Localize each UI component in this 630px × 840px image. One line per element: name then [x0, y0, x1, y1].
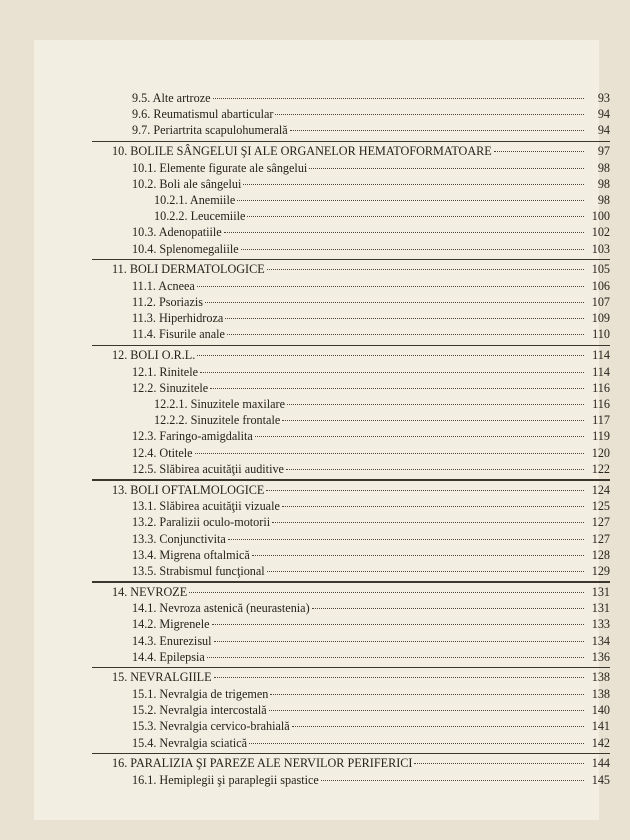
toc-chapter-entry — [112, 143, 610, 160]
toc-entry — [112, 241, 610, 257]
toc-page-number: 103 — [591, 241, 610, 256]
toc-chapter-entry — [112, 482, 610, 499]
dot-leader — [189, 592, 584, 593]
dot-leader — [197, 355, 584, 356]
toc-entry-label: 14.2. Migrenele — [132, 617, 210, 632]
dot-leader — [286, 469, 584, 470]
toc-entry — [112, 90, 610, 106]
toc-entry — [112, 294, 610, 310]
dot-leader — [195, 453, 584, 454]
toc-entry-label: 14.3. Enurezisul — [132, 633, 212, 648]
toc-page-number: 128 — [591, 547, 610, 562]
toc-entry — [112, 461, 610, 477]
toc-entry — [112, 106, 610, 122]
dot-leader — [227, 334, 584, 335]
toc-entry — [112, 445, 610, 461]
toc-entry — [112, 380, 610, 396]
dot-leader — [267, 269, 584, 270]
dot-leader — [205, 302, 584, 303]
toc-page-number: 122 — [591, 461, 610, 476]
dot-leader — [270, 694, 584, 695]
dot-leader — [414, 763, 584, 764]
dot-leader — [309, 168, 584, 169]
dot-leader — [228, 539, 584, 540]
toc-page-number: 131 — [591, 601, 610, 616]
toc-entry — [112, 176, 610, 192]
toc-page-number: 134 — [591, 633, 610, 648]
toc-entry-label: 14.1. Nevroza astenică (neurastenia) — [132, 601, 310, 616]
toc-page-number: 114 — [592, 348, 610, 363]
toc-entry-label: 16. PARALIZIA ŞI PAREZE ALE NERVILOR PERIFERICI — [112, 756, 413, 771]
toc-page-number: 98 — [597, 176, 610, 191]
toc-entry — [112, 563, 610, 579]
toc-entry-label: 15.4. Nevralgia sciatică — [132, 735, 248, 750]
toc-entry-label: 14.4. Epilepsia — [132, 649, 205, 664]
toc-entry-label: 13.3. Conjunctivita — [132, 531, 226, 546]
dot-leader — [224, 232, 584, 233]
toc-page-number: 138 — [591, 687, 610, 701]
toc-page-number: 109 — [591, 311, 610, 326]
toc-entry — [112, 412, 610, 428]
toc-page-number: 127 — [591, 515, 610, 530]
toc-chapter-entry — [112, 584, 610, 601]
chapter-divider — [92, 259, 610, 261]
toc-page-number: 98 — [597, 193, 610, 208]
dot-leader — [200, 372, 584, 373]
toc-entry-label: 9.5. Alte artroze — [132, 91, 211, 105]
toc-page-number: 116 — [592, 380, 610, 395]
toc-entry-label: 12. BOLI O.R.L. — [112, 348, 196, 363]
toc-entry-label: 10.1. Elemente figurate ale sângelui — [132, 160, 308, 175]
toc-entry — [112, 192, 610, 208]
toc-entry-label: 11. BOLI DERMATOLOGICE — [112, 262, 265, 277]
toc-entry — [112, 160, 610, 176]
toc-page-number: 100 — [591, 209, 610, 224]
toc-chapter-entry — [112, 347, 610, 364]
toc-entry-label: 10.2. Boli ale sângelui — [132, 176, 242, 191]
toc-chapter-entry — [112, 755, 610, 772]
toc-page-number: 94 — [597, 107, 610, 122]
toc-entry — [112, 122, 610, 138]
toc-page-number: 116 — [592, 397, 610, 412]
toc-entry-label: 11.4. Fisurile anale — [132, 327, 225, 342]
toc-entry — [112, 364, 610, 380]
toc-page-number: 144 — [591, 756, 610, 771]
toc-entry-label: 10.4. Splenomegaliile — [132, 241, 239, 256]
dot-leader — [241, 249, 584, 250]
toc-entry — [112, 396, 610, 412]
chapter-divider — [92, 667, 610, 669]
toc-page-number: 98 — [597, 160, 610, 175]
dot-leader — [272, 522, 584, 523]
toc-entry — [112, 702, 610, 718]
toc-entry — [112, 498, 610, 514]
chapter-divider — [92, 479, 610, 481]
toc-entry — [112, 616, 610, 632]
dot-leader — [214, 641, 584, 642]
toc-entry — [112, 310, 610, 326]
dot-leader — [243, 184, 584, 185]
toc-page-number: 140 — [591, 703, 610, 718]
dot-leader — [213, 98, 584, 99]
toc-entry — [112, 600, 610, 616]
toc-entry-label: 13.4. Migrena oftalmică — [132, 547, 250, 562]
dot-leader — [275, 114, 584, 115]
dot-leader — [269, 710, 584, 711]
dot-leader — [292, 726, 584, 727]
dot-leader — [282, 506, 584, 507]
toc-entry — [112, 649, 610, 665]
dot-leader — [212, 624, 584, 625]
toc-page-number: 120 — [591, 445, 610, 460]
toc-page-number: 131 — [591, 584, 610, 599]
toc-entry-label: 16.1. Hemiplegii şi paraplegii spastice — [132, 772, 319, 787]
toc-page-number: 136 — [591, 649, 610, 664]
dot-leader — [290, 130, 584, 131]
toc-page-number: 125 — [591, 499, 610, 514]
dot-leader — [255, 436, 584, 437]
dot-leader — [252, 555, 584, 556]
dot-leader — [210, 388, 584, 389]
toc-entry-label: 12.2.2. Sinuzitele frontale — [154, 413, 281, 428]
toc-entry-label: 10.3. Adenopatiile — [132, 225, 222, 240]
toc-page-number: 93 — [597, 91, 610, 105]
toc-page-number: 119 — [592, 429, 610, 444]
toc-entry — [112, 735, 610, 751]
chapter-divider — [92, 753, 610, 755]
toc-entry-label: 10.2.2. Leucemiile — [154, 209, 246, 224]
dot-leader — [321, 780, 584, 781]
chapter-divider — [92, 581, 610, 583]
toc-entry-label: 11.2. Psoriazis — [132, 295, 203, 310]
dot-leader — [207, 657, 584, 658]
dot-leader — [282, 420, 584, 421]
dot-leader — [214, 677, 584, 678]
toc-entry-label: 9.6. Reumatismul abarticular — [132, 107, 274, 122]
toc-entry-label: 15.1. Nevralgia de trigemen — [132, 687, 269, 701]
toc-entry-label: 10. BOLILE SÂNGELUI ŞI ALE ORGANELOR HEMATOFORMATOARE — [112, 144, 492, 159]
toc-entry-label: 12.1. Rinitele — [132, 364, 199, 379]
toc-entry-label: 13.5. Strabismul funcţional — [132, 563, 265, 578]
toc-page-number: 133 — [591, 617, 610, 632]
toc-page-number: 141 — [591, 719, 610, 734]
toc-page-number: 110 — [592, 327, 610, 342]
toc-entry — [112, 772, 610, 788]
toc-entry — [112, 633, 610, 649]
toc-chapter-entry — [112, 261, 610, 278]
dot-leader — [237, 200, 584, 201]
toc-entry — [112, 514, 610, 530]
toc-page-number: 107 — [591, 295, 610, 310]
toc-entry — [112, 547, 610, 563]
toc-page-number: 94 — [597, 123, 610, 138]
chapter-divider — [92, 141, 610, 143]
dot-leader — [197, 286, 584, 287]
toc-entry-label: 12.5. Slăbirea acuităţii auditive — [132, 461, 284, 476]
toc-entry-label: 10.2.1. Anemiile — [154, 193, 236, 208]
toc-entry-label: 11.3. Hiperhidroza — [132, 311, 224, 326]
dot-leader — [312, 608, 584, 609]
toc-entry — [112, 686, 610, 702]
toc-page-number: 114 — [592, 364, 610, 379]
chapter-divider — [92, 345, 610, 347]
toc-page-number: 127 — [591, 531, 610, 546]
toc-entry-label: 12.2. Sinuzitele — [132, 380, 209, 395]
toc-page-number: 129 — [591, 563, 610, 578]
dot-leader — [267, 571, 584, 572]
toc-entry-label: 15.3. Nevralgia cervico-brahială — [132, 719, 290, 734]
dot-leader — [494, 151, 584, 152]
toc-entry — [112, 208, 610, 224]
toc-page-number: 102 — [591, 225, 610, 240]
toc-entry — [112, 531, 610, 547]
dot-leader — [287, 404, 584, 405]
toc-entry — [112, 224, 610, 240]
toc-entry-label: 14. NEVROZE — [112, 584, 188, 599]
toc-entry-label: 15. NEVRALGIILE — [112, 670, 212, 685]
toc-chapter-entry — [112, 669, 610, 686]
dot-leader — [225, 318, 584, 319]
toc-entry-label: 13.2. Paralizii oculo-motorii — [132, 515, 271, 530]
toc-entry-label: 15.2. Nevralgia intercostală — [132, 703, 267, 718]
dot-leader — [266, 490, 584, 491]
toc-entry — [112, 428, 610, 444]
toc-page-number: 106 — [591, 278, 610, 293]
toc-entry-label: 9.7. Periartrita scapulohumerală — [132, 123, 288, 138]
toc-entry-label: 12.4. Otitele — [132, 445, 193, 460]
toc-entry-label: 11.1. Acneea — [132, 278, 195, 293]
toc-entry-label: 13.1. Slăbirea acuităţii vizuale — [132, 499, 280, 514]
toc-page-number: 97 — [597, 144, 610, 159]
dot-leader — [249, 743, 584, 744]
toc-entry — [112, 718, 610, 734]
table-of-contents — [112, 90, 610, 788]
toc-page-number: 117 — [592, 413, 610, 428]
toc-page-number: 105 — [591, 262, 610, 277]
toc-entry — [112, 326, 610, 342]
toc-entry — [112, 278, 610, 294]
book-page — [34, 40, 610, 820]
toc-entry-label: 12.3. Faringo-amigdalita — [132, 429, 253, 444]
toc-page-number: 124 — [591, 482, 610, 497]
toc-entry-label: 12.2.1. Sinuzitele maxilare — [154, 397, 285, 412]
toc-page-number: 138 — [591, 670, 610, 685]
toc-entry-label: 13. BOLI OFTALMOLOGICE — [112, 482, 265, 497]
toc-page-number: 142 — [591, 735, 610, 750]
toc-page-number: 145 — [591, 772, 610, 787]
dot-leader — [247, 216, 584, 217]
